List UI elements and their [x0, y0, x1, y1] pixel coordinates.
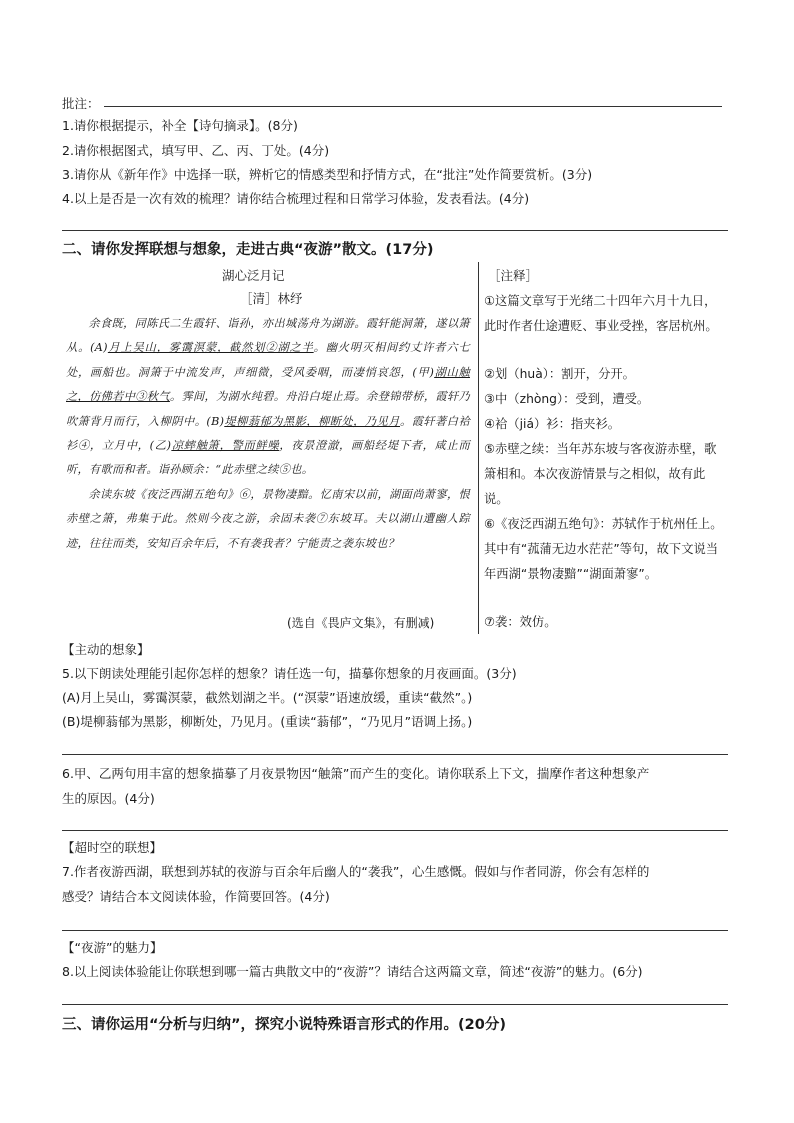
question-6-line-1: 6.甲、乙两句用丰富的想象描摹了月夜景物因“触箫”而产生的变化。请你联系上下文，揣摩作者这种想象产 — [62, 766, 650, 781]
essay-source: (选自《畏庐文集》，有删减) — [287, 616, 435, 630]
essay-paragraph-1: 余食既，同陈氏二生霞轩、诣孙，亦出城荡舟为湖游。霞轩能洞箫，遂以箫从。(A)月上吴山，雾霭溟蒙，截然划②湖之半。幽火明灭相间约丈许者六七处，画船也。洞箫于中流发声，声细微，受风委咽，而凄悄哀怨，(甲)湖山触之，仿佛若中③秋气。霁间，为湖水纯碧。舟沿白堤止焉。余登锦带桥，霞轩乃吹箫背月而行，入柳阴中。(B)堤柳蓊郁为黑影，柳断处，乃见月。霞轩著白袷衫④，立月中，(乙)凉蟀触箫，警而鲜噪，夜景澄澈，画船经堤下者，咸止而听，有歌而和者。诣孙顾余：“此赤壁之续⑤也。 — [66, 317, 471, 477]
underlined-phrase-a: 月上吴山，雾霭溟蒙，截然划②湖之半 — [107, 341, 314, 355]
question-7-line-2: 感受？请结合本文阅读体验，作简要回答。(4分) — [62, 889, 330, 904]
question-5-option-a: (A)月上吴山，雾霭溟蒙，截然划湖之半。(“溟蒙”语速放缓，重读“截然”。) — [62, 690, 473, 705]
column-divider — [478, 262, 479, 634]
answer-line[interactable] — [62, 230, 728, 231]
annotation-answer-line[interactable] — [104, 106, 722, 107]
question-6-line-2: 生的原因。(4分) — [62, 791, 155, 806]
underlined-phrase-jia: 湖山触之，仿佛若中③秋气 — [66, 365, 470, 404]
notes-heading: ［注释］ — [488, 268, 539, 283]
essay-paragraph-2: 余读东坡《夜泛西湖五绝句》⑥，景物凄黯。忆南宋以前，湖面尚萧寥，恨赤壁之箫，弗集于此。然则今夜之游，余固未袭⑦东坡耳。夫以湖山遭幽人踪迹，往往而类，安知百余年后，不有袭我者？宁能责之袭东坡也？ — [66, 487, 470, 550]
underlined-phrase-b: 堤柳蓊郁为黑影，柳断处，乃见月 — [224, 414, 400, 428]
section-3-title: 三、请你运用“分析与归纳”，探究小说特殊语言形式的作用。(20分) — [62, 1017, 506, 1033]
answer-line[interactable] — [62, 830, 728, 831]
question-5: 5.以下朗读处理能引起你怎样的想象？请任选一句，描摹你想象的月夜画面。(3分) — [62, 666, 517, 681]
note-4: ④袷（jiá）衫：指夹衫。 — [484, 417, 621, 431]
note-5: ⑤赤壁之续：当年苏东坡与客夜游赤壁，歌箫相和。本次夜游情景与之相似，故有此说。 — [484, 442, 717, 506]
answer-line[interactable] — [62, 1004, 728, 1005]
section-2-title: 二、请你发挥联想与想象，走进古典“夜游”散文。(17分) — [62, 242, 434, 258]
question-4: 4.以上是否是一次有效的梳理？请你结合梳理过程和日常学习体验，发表看法。(4分) — [62, 191, 530, 206]
question-3: 3.请你从《新年作》中选择一联，辨析它的情感类型和抒情方式，在“批注”处作简要赏析。(3分) — [62, 167, 593, 182]
subheading-night-tour-charm: 【“夜游”的魅力】 — [62, 940, 163, 955]
answer-line[interactable] — [62, 754, 728, 755]
subheading-cross-time-association: 【超时空的联想】 — [62, 840, 163, 855]
note-6: ⑥《夜泛西湖五绝句》：苏轼作于杭州任上。其中有“菰蒲无边水茫茫”等句，故下文说当年西湖“景物凄黯”“湖面萧寥”。 — [484, 517, 723, 581]
essay-author: ［清］林纾 — [240, 291, 303, 306]
essay-table — [62, 262, 728, 634]
note-7: ⑦袭：效仿。 — [484, 615, 557, 629]
question-8: 8.以上阅读体验能让你联想到哪一篇古典散文中的“夜游”？请结合这两篇文章，简述“夜游”的魅力。(6分) — [62, 964, 643, 979]
question-2: 2.请你根据图式，填写甲、乙、丙、丁处。(4分) — [62, 143, 330, 158]
note-3: ③中（zhòng）：受到，遭受。 — [484, 392, 650, 406]
subheading-active-imagination: 【主动的想象】 — [62, 642, 150, 657]
answer-line[interactable] — [62, 930, 728, 931]
question-1: 1.请你根据提示，补全【诗句摘录】。(8分) — [62, 118, 298, 133]
note-2: ②划（huà）：割开，分开。 — [484, 367, 635, 381]
annotation-label: 批注： — [62, 96, 100, 111]
essay-body — [66, 312, 470, 556]
note-1: ①这篇文章写于光绪二十四年六月十九日，此时作者仕途遭贬、事业受挫，客居杭州。 — [484, 294, 718, 333]
essay-title: 湖心泛月记 — [222, 268, 285, 283]
underlined-phrase-yi: 凉蟀触箫，警而鲜噪 — [171, 439, 280, 453]
question-7-line-1: 7.作者夜游西湖，联想到苏轼的夜游与百余年后幽人的“袭我”，心生感慨。假如与作者同游，你会有怎样的 — [62, 864, 650, 879]
question-5-option-b: (B)堤柳蓊郁为黑影，柳断处，乃见月。(重读“蓊郁”，“乃见月”语调上扬。) — [62, 714, 473, 729]
